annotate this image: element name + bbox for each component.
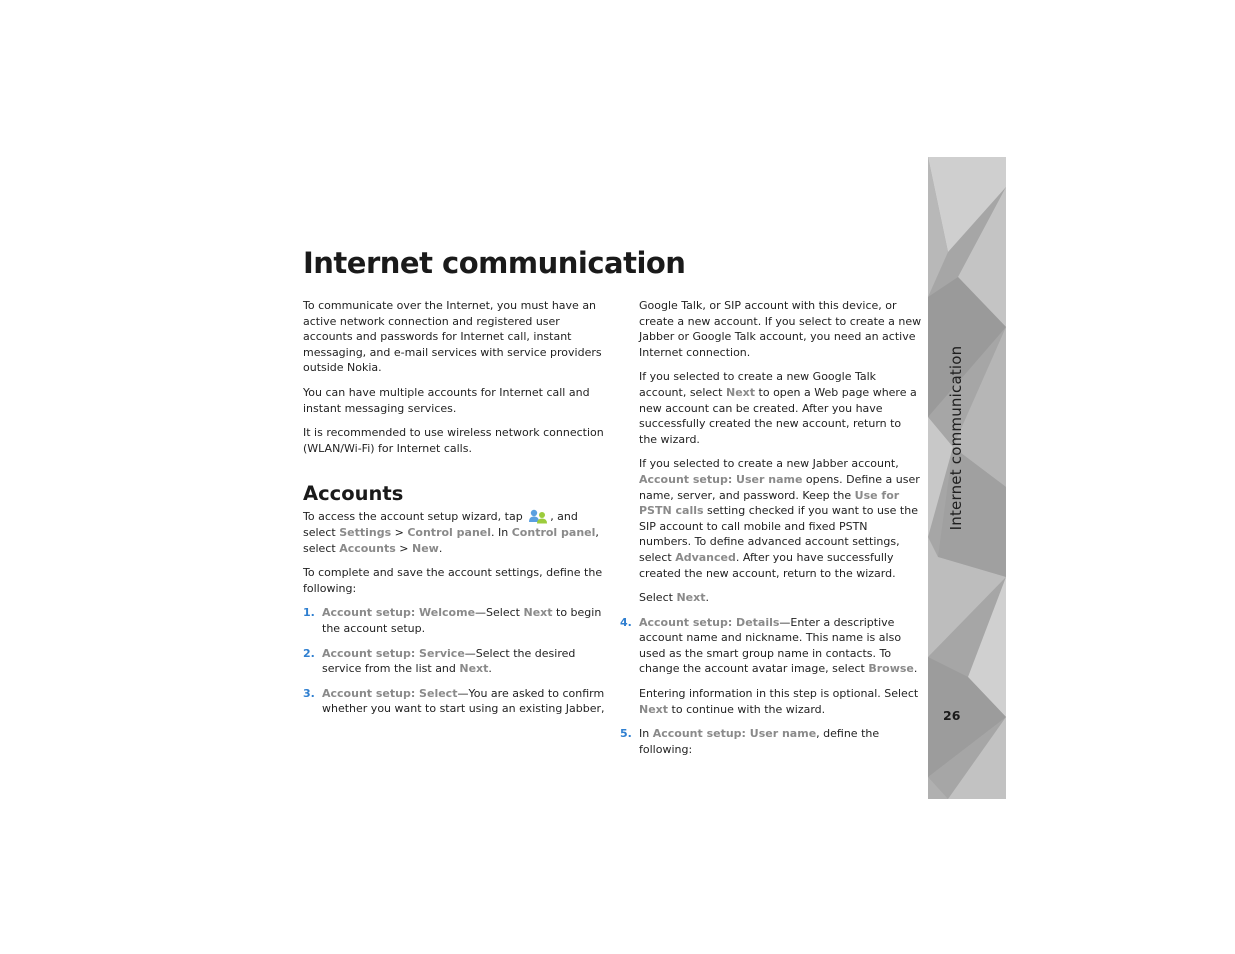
- list-item: [620, 615, 922, 677]
- google-talk-paragraph: [639, 369, 922, 447]
- advanced-keyword: Advanced: [675, 550, 736, 564]
- intro-paragraph: To communicate over the Internet, you must have an active network connection and registered user accounts and passwords for Internet call, instant messaging, and e-mail services with service providers outside Nokia.: [303, 299, 602, 375]
- next-keyword: Next: [676, 591, 706, 605]
- step-keyword: Account setup: Welcome: [322, 606, 476, 620]
- control-panel-keyword: Control panel: [407, 525, 492, 539]
- text: —Select: [475, 606, 524, 620]
- left-column: [303, 298, 605, 726]
- chapter-tab-text: Internet communication: [947, 345, 965, 531]
- text: opens. Define a user name, server, and password. Keep the: [639, 472, 920, 502]
- page-title: Internet communication: [303, 246, 686, 280]
- accounts-heading: Accounts: [303, 482, 404, 506]
- text: —Enter a descriptive account name and nickname. This name is also used as the smart group name in contacts. To change the account avatar image, select: [639, 615, 902, 676]
- continuation-paragraph: Google Talk, or SIP account with this device, or create a new account. If you select to create a new Jabber or Google Talk account, you need an active Internet connection.: [639, 299, 922, 359]
- text: Entering information in this step is optional. Select: [639, 687, 919, 701]
- page-number: 26: [943, 708, 961, 723]
- step-keyword: Account setup: Select: [322, 686, 458, 700]
- list-number: 5.: [620, 727, 632, 741]
- browse-keyword: Browse: [868, 662, 914, 676]
- text: to begin the account setup.: [322, 606, 602, 635]
- setup-steps-list-continued: [620, 615, 922, 677]
- text: to open a Web page where a new account can be created. After you have successfully created the new account, return to the wizard.: [639, 385, 917, 446]
- list-number: 2.: [303, 646, 315, 660]
- text: , define the following:: [639, 727, 880, 756]
- text: to continue with the wizard.: [668, 702, 826, 716]
- text: , select: [303, 525, 599, 555]
- account-wizard-paragraph: [303, 509, 605, 556]
- separator: >: [391, 525, 408, 539]
- chapter-tab-pattern: [928, 157, 1006, 799]
- user-name-keyword: Account setup: User name: [639, 472, 803, 486]
- next-keyword: Next: [726, 385, 756, 399]
- chapter-tab: [928, 157, 1006, 799]
- list-item: [303, 686, 605, 717]
- settings-keyword: Settings: [339, 525, 392, 539]
- define-following-paragraph: To complete and save the account settings, define the following:: [303, 566, 603, 595]
- next-keyword: Next: [639, 702, 669, 716]
- setup-steps-list: [303, 605, 605, 717]
- step-keyword: Account setup: Details: [639, 615, 780, 629]
- step-keyword: Account setup: User name: [652, 727, 817, 741]
- text: Select: [639, 591, 677, 605]
- text: .: [488, 662, 492, 676]
- text: . In: [491, 525, 512, 539]
- wlan-recommendation-paragraph: It is recommended to use wireless network connection (WLAN/Wi-Fi) for Internet calls.: [303, 426, 604, 455]
- text: To access the account setup wizard, tap: [303, 510, 523, 524]
- text: .: [438, 541, 443, 555]
- list-item: [303, 646, 605, 677]
- text: In: [639, 727, 653, 741]
- next-keyword: Next: [459, 662, 489, 676]
- list-item: [620, 726, 922, 757]
- text: .: [705, 591, 709, 605]
- text: , and select: [303, 510, 578, 539]
- accounts-keyword: Accounts: [339, 541, 396, 555]
- setup-steps-list-continued-2: [620, 726, 922, 757]
- list-number: 4.: [620, 615, 632, 629]
- text: —You are asked to confirm whether you want to start using an existing Jabber,: [322, 686, 605, 716]
- text: .: [913, 662, 918, 676]
- list-item: [303, 605, 605, 636]
- control-panel-keyword-2: Control panel: [511, 525, 596, 539]
- right-column: [620, 298, 922, 766]
- optional-step-paragraph: [639, 686, 922, 717]
- pstn-keyword: Use for PSTN calls: [639, 488, 900, 518]
- text: . After you have successfully created the new account, return to the wizard.: [639, 550, 896, 580]
- contacts-icon: [528, 509, 548, 524]
- text: If you selected to create a new Google Talk account, select: [639, 370, 877, 399]
- text: setting checked if you want to use the SIP account to call mobile and fixed PSTN numbers. To define advanced account settings, select: [639, 504, 918, 564]
- jabber-paragraph: [639, 456, 922, 581]
- select-next-paragraph: [639, 590, 922, 606]
- text: —Select the desired service from the list and: [322, 646, 576, 676]
- list-number: 3.: [303, 686, 315, 700]
- text: If you selected to create a new Jabber account,: [639, 457, 899, 471]
- new-keyword: New: [412, 541, 439, 555]
- multiple-accounts-paragraph: You can have multiple accounts for Internet call and instant messaging services.: [303, 385, 590, 415]
- next-keyword: Next: [523, 606, 553, 620]
- list-number: 1.: [303, 606, 315, 620]
- separator: >: [395, 541, 412, 555]
- step-keyword: Account setup: Service: [322, 646, 465, 660]
